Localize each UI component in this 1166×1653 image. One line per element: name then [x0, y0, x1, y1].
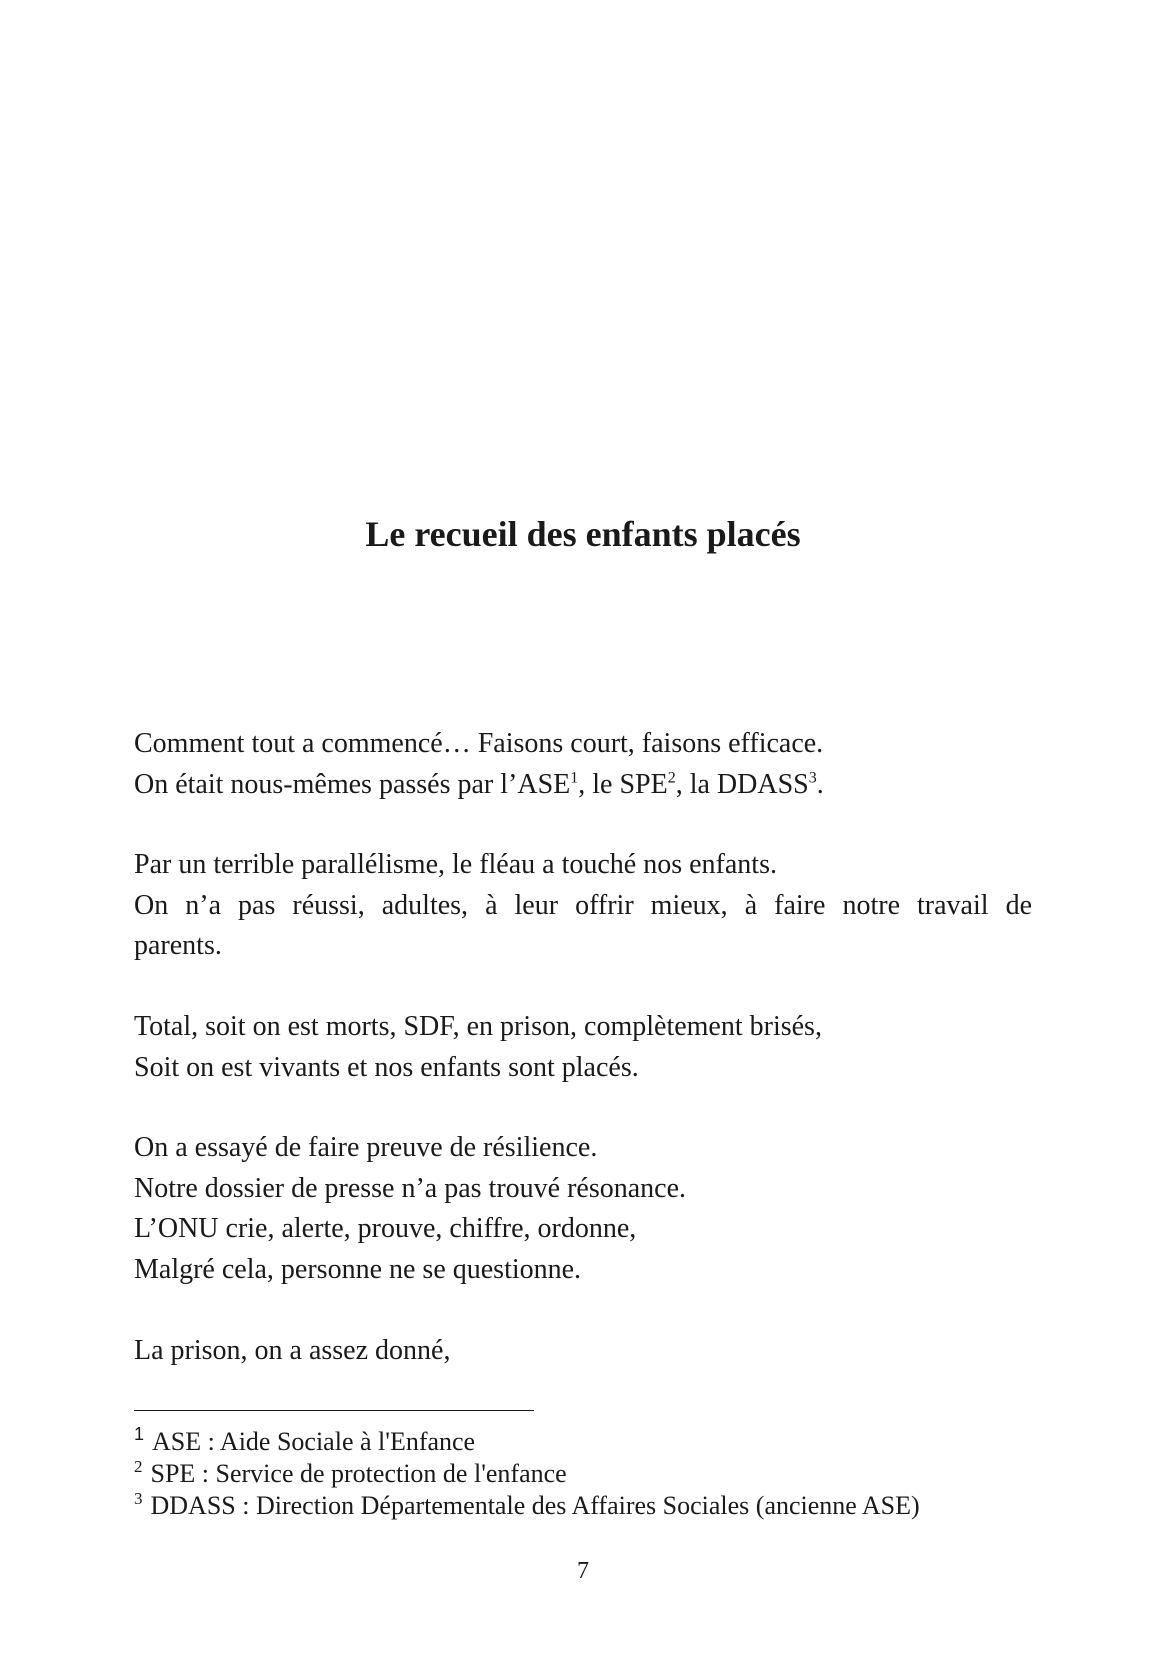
- stanza-1: [134, 724, 1032, 805]
- poem-line: parents.: [134, 930, 222, 962]
- poem-line: Malgré cela, personne ne se questionne.: [134, 1253, 582, 1285]
- poem-line: La prison, on a assez donné,: [134, 1334, 451, 1366]
- footnote-1: [134, 1426, 1032, 1458]
- footnote-ref-2[interactable]: 2: [667, 769, 676, 787]
- poem-body: [134, 724, 1032, 1411]
- stanza-4: [134, 1128, 1032, 1290]
- poem-line: [134, 765, 1032, 806]
- poem-line: Comment tout a commencé… Faisons court, faisons efficace.: [134, 728, 824, 759]
- poem-line: L’ONU crie, alerte, prouve, chiffre, ordonne,: [134, 1213, 637, 1245]
- footnote-ref-1[interactable]: 1: [570, 769, 579, 787]
- footnote-2: [134, 1458, 1032, 1490]
- footnote-marker: 3: [134, 1489, 143, 1509]
- poem-line-text: .: [816, 768, 824, 800]
- footnote-separator: [134, 1410, 534, 1411]
- poem-line: On a essayé de faire preuve de résilience.: [134, 1132, 598, 1164]
- poem-line: On n’a pas réussi, adultes, à leur offrir mieux, à faire notre travail de: [134, 889, 1032, 921]
- poem-line: Soit on est vivants et nos enfants sont placés.: [134, 1051, 639, 1083]
- footnote-3: [134, 1490, 1032, 1522]
- footnote-marker: 1: [134, 1424, 145, 1445]
- stanza-5: [134, 1331, 1032, 1372]
- stanza-3: [134, 1007, 1032, 1088]
- footnote-text: SPE : Service de protection de l'enfance: [150, 1459, 567, 1488]
- poem-line-text: , le SPE: [578, 768, 668, 800]
- stanza-2: [134, 845, 1032, 967]
- poem-line-text: , la DDASS: [675, 768, 809, 800]
- poem-line: Par un terrible parallélisme, le fléau a touché nos enfants.: [134, 849, 777, 881]
- footnotes: [134, 1426, 1032, 1522]
- footnote-text: ASE : Aide Sociale à l'Enfance: [152, 1427, 476, 1456]
- footnote-text: DDASS : Direction Départementale des Affaires Sociales (ancienne ASE): [150, 1491, 920, 1520]
- poem-line: Notre dossier de presse n’a pas trouvé résonance.: [134, 1172, 687, 1204]
- footnote-marker: 2: [134, 1457, 143, 1477]
- poem-line-text: On était nous-mêmes passés par l’ASE: [134, 768, 571, 800]
- page-number: 7: [577, 1558, 589, 1584]
- page-title: Le recueil des enfants placés: [365, 514, 801, 554]
- footnote-ref-3[interactable]: 3: [808, 769, 817, 787]
- poem-line: Total, soit on est morts, SDF, en prison, complètement brisés,: [134, 1010, 822, 1042]
